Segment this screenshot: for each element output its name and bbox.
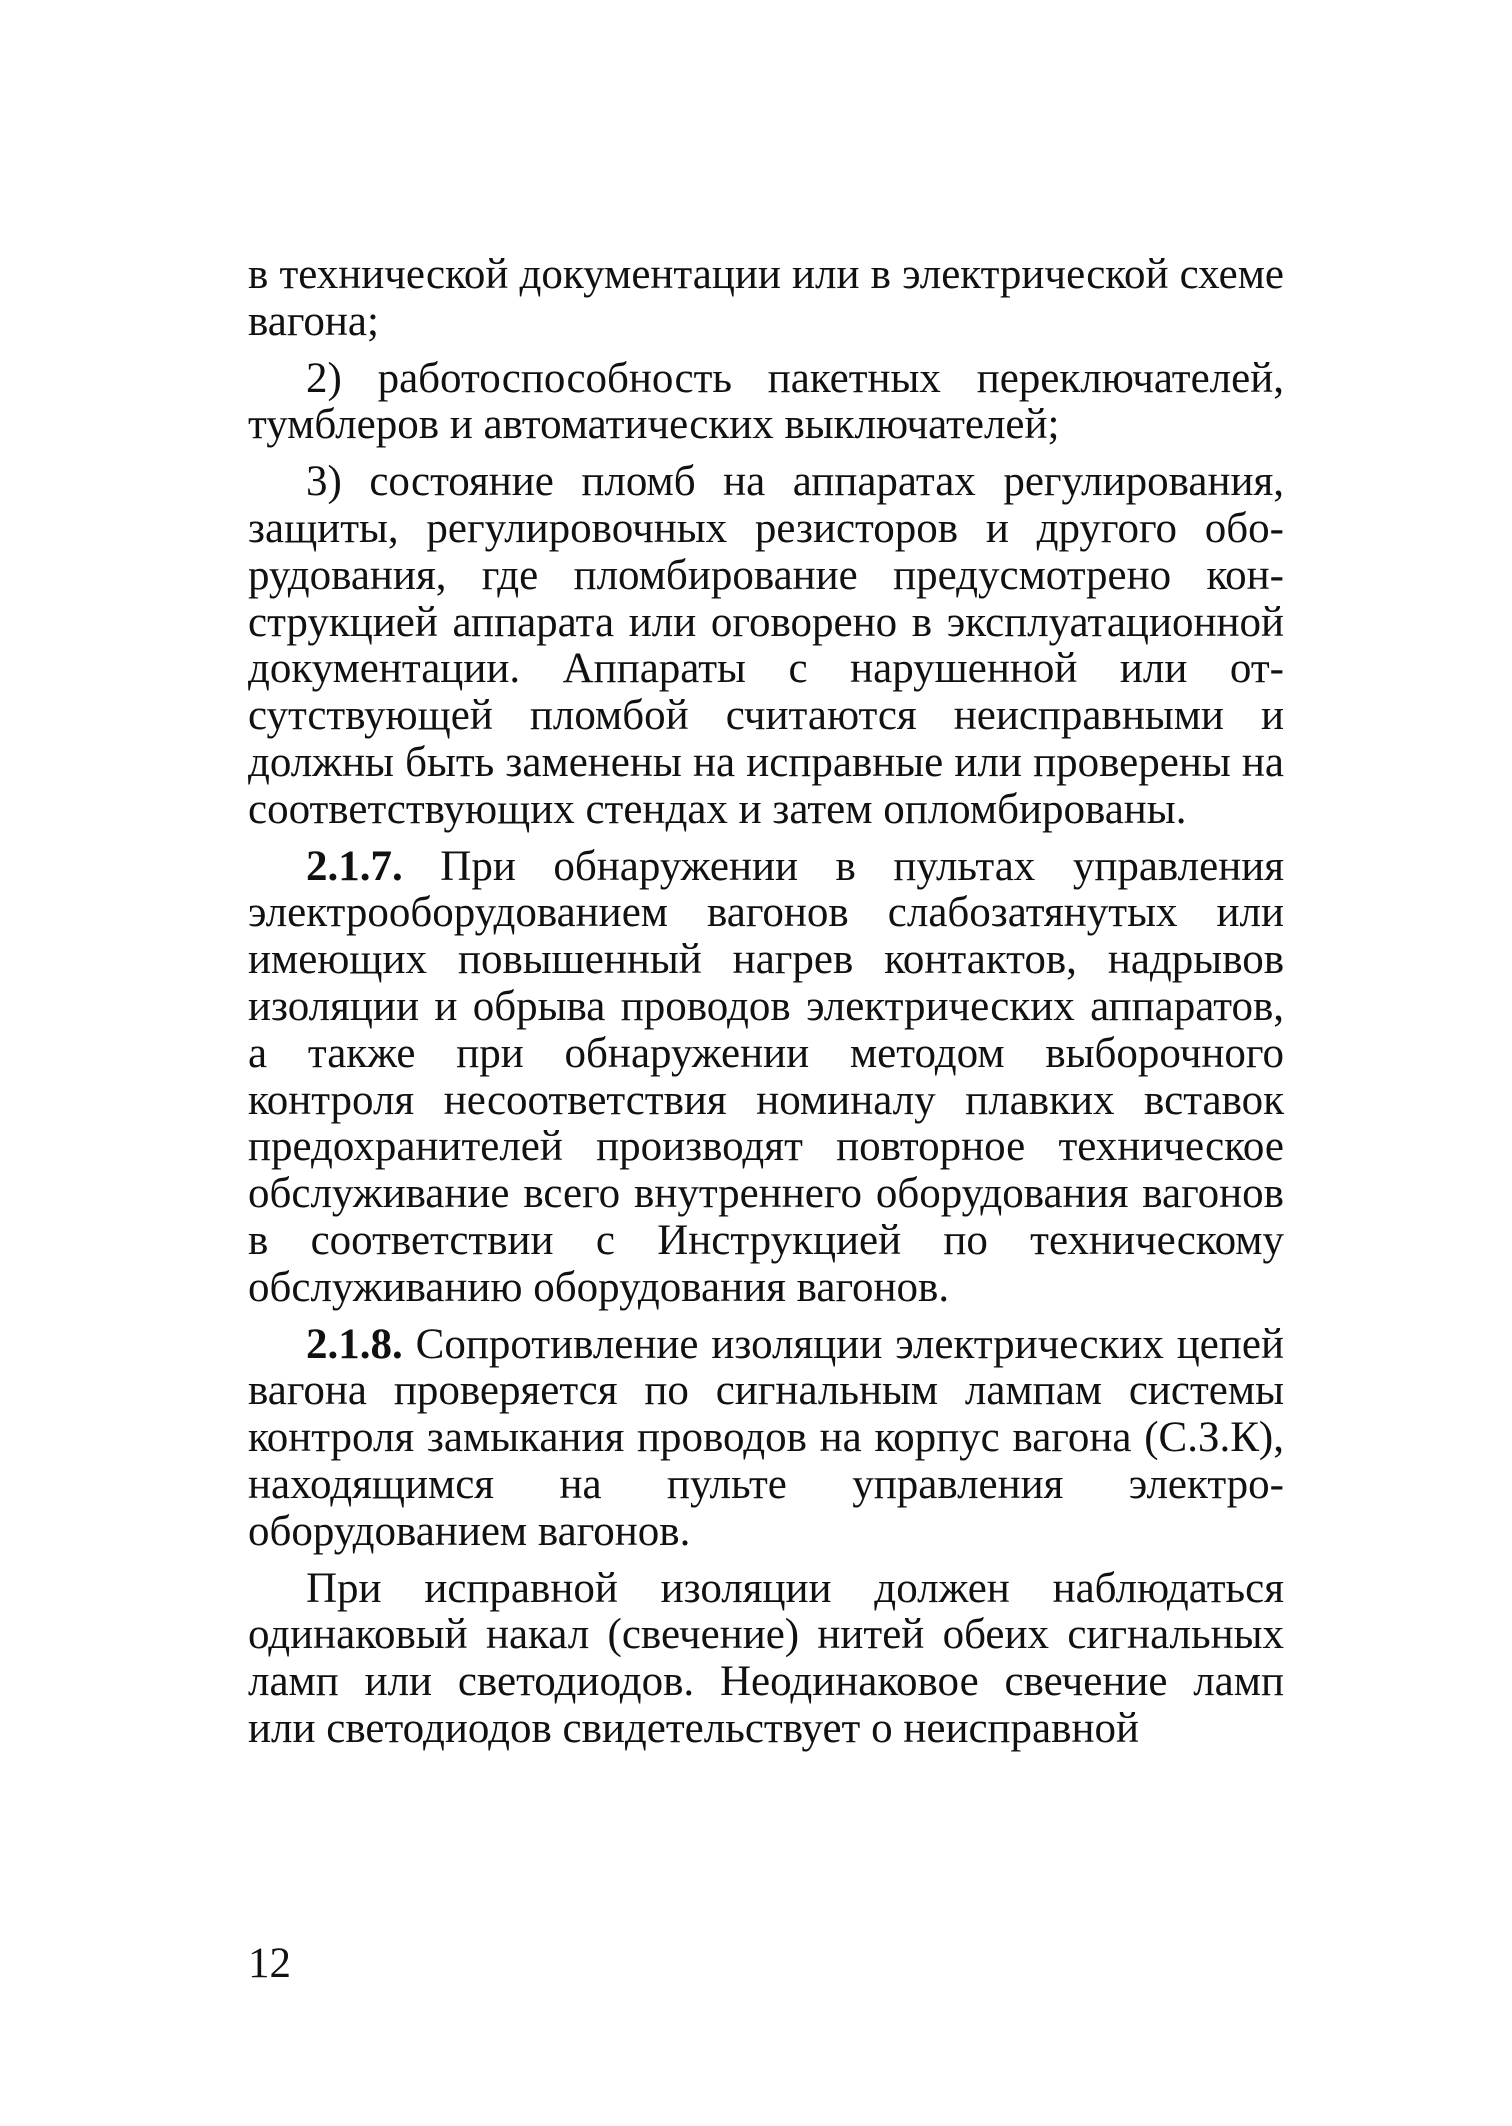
list-item-3 [248, 459, 1284, 833]
paragraph-text: При обнаружении в пультах управления электрооборудованием вагонов слабозатянутых или имеющих повышенный нагрев контактов, надрывов изоляции и обрыва проводов электрических аппаратов, а также при обнаружении методом выборочного контроля несоответствия номиналу плавких вставок предохранителей производят повторное техническое обслуживание всего внутреннего оборудования вагонов в соответствии с Инструкцией по техническому обслуживанию оборудования вагонов. [248, 842, 1284, 1311]
paragraph-text: в технической документации или в электрической схеме вагона; [248, 251, 1284, 345]
paragraph-text: 2) работоспособность пакетных переключателей, тумблеров и автоматических выключателей; [248, 354, 1284, 449]
paragraph-insulation [248, 1566, 1284, 1753]
paragraph-continuation [248, 252, 1284, 346]
page-number: 12 [248, 1940, 291, 1987]
page-body-text [248, 252, 1284, 1763]
clause-number: 2.1.7. [306, 842, 403, 890]
paragraph-text: При исправной изоляции должен наблюдаться одинаковый накал (свечение) нитей обеих сигнальных ламп или светодиодов. Неодинаковое свечение ламп или светодиодов свидетельствует о неисправной [248, 1564, 1284, 1752]
paragraph-text: 3) состояние пломб на аппаратах регулирования, защиты, регулировочных резисторов и другого оборудования, где пломбирование предусмотрено конструкцией аппарата или оговорено в эксплуатационной документации. Аппараты с нарушенной или отсутствующей пломбой считаются неисправными и должны быть заменены на исправные или проверены на соответствующих стендах и затем опломбированы. [248, 458, 1284, 833]
clause-2-1-7 [248, 844, 1284, 1312]
paragraph-text: Сопротивление изоляции электрических цепей вагона проверяется по сигнальным лампам системы контроля замыкания проводов на корпус вагона (С.З.К), находящимся на пульте управления электрооборудованием вагонов. [248, 1320, 1284, 1555]
list-item-2 [248, 356, 1284, 450]
clause-2-1-8 [248, 1322, 1284, 1556]
clause-number: 2.1.8. [306, 1320, 403, 1368]
